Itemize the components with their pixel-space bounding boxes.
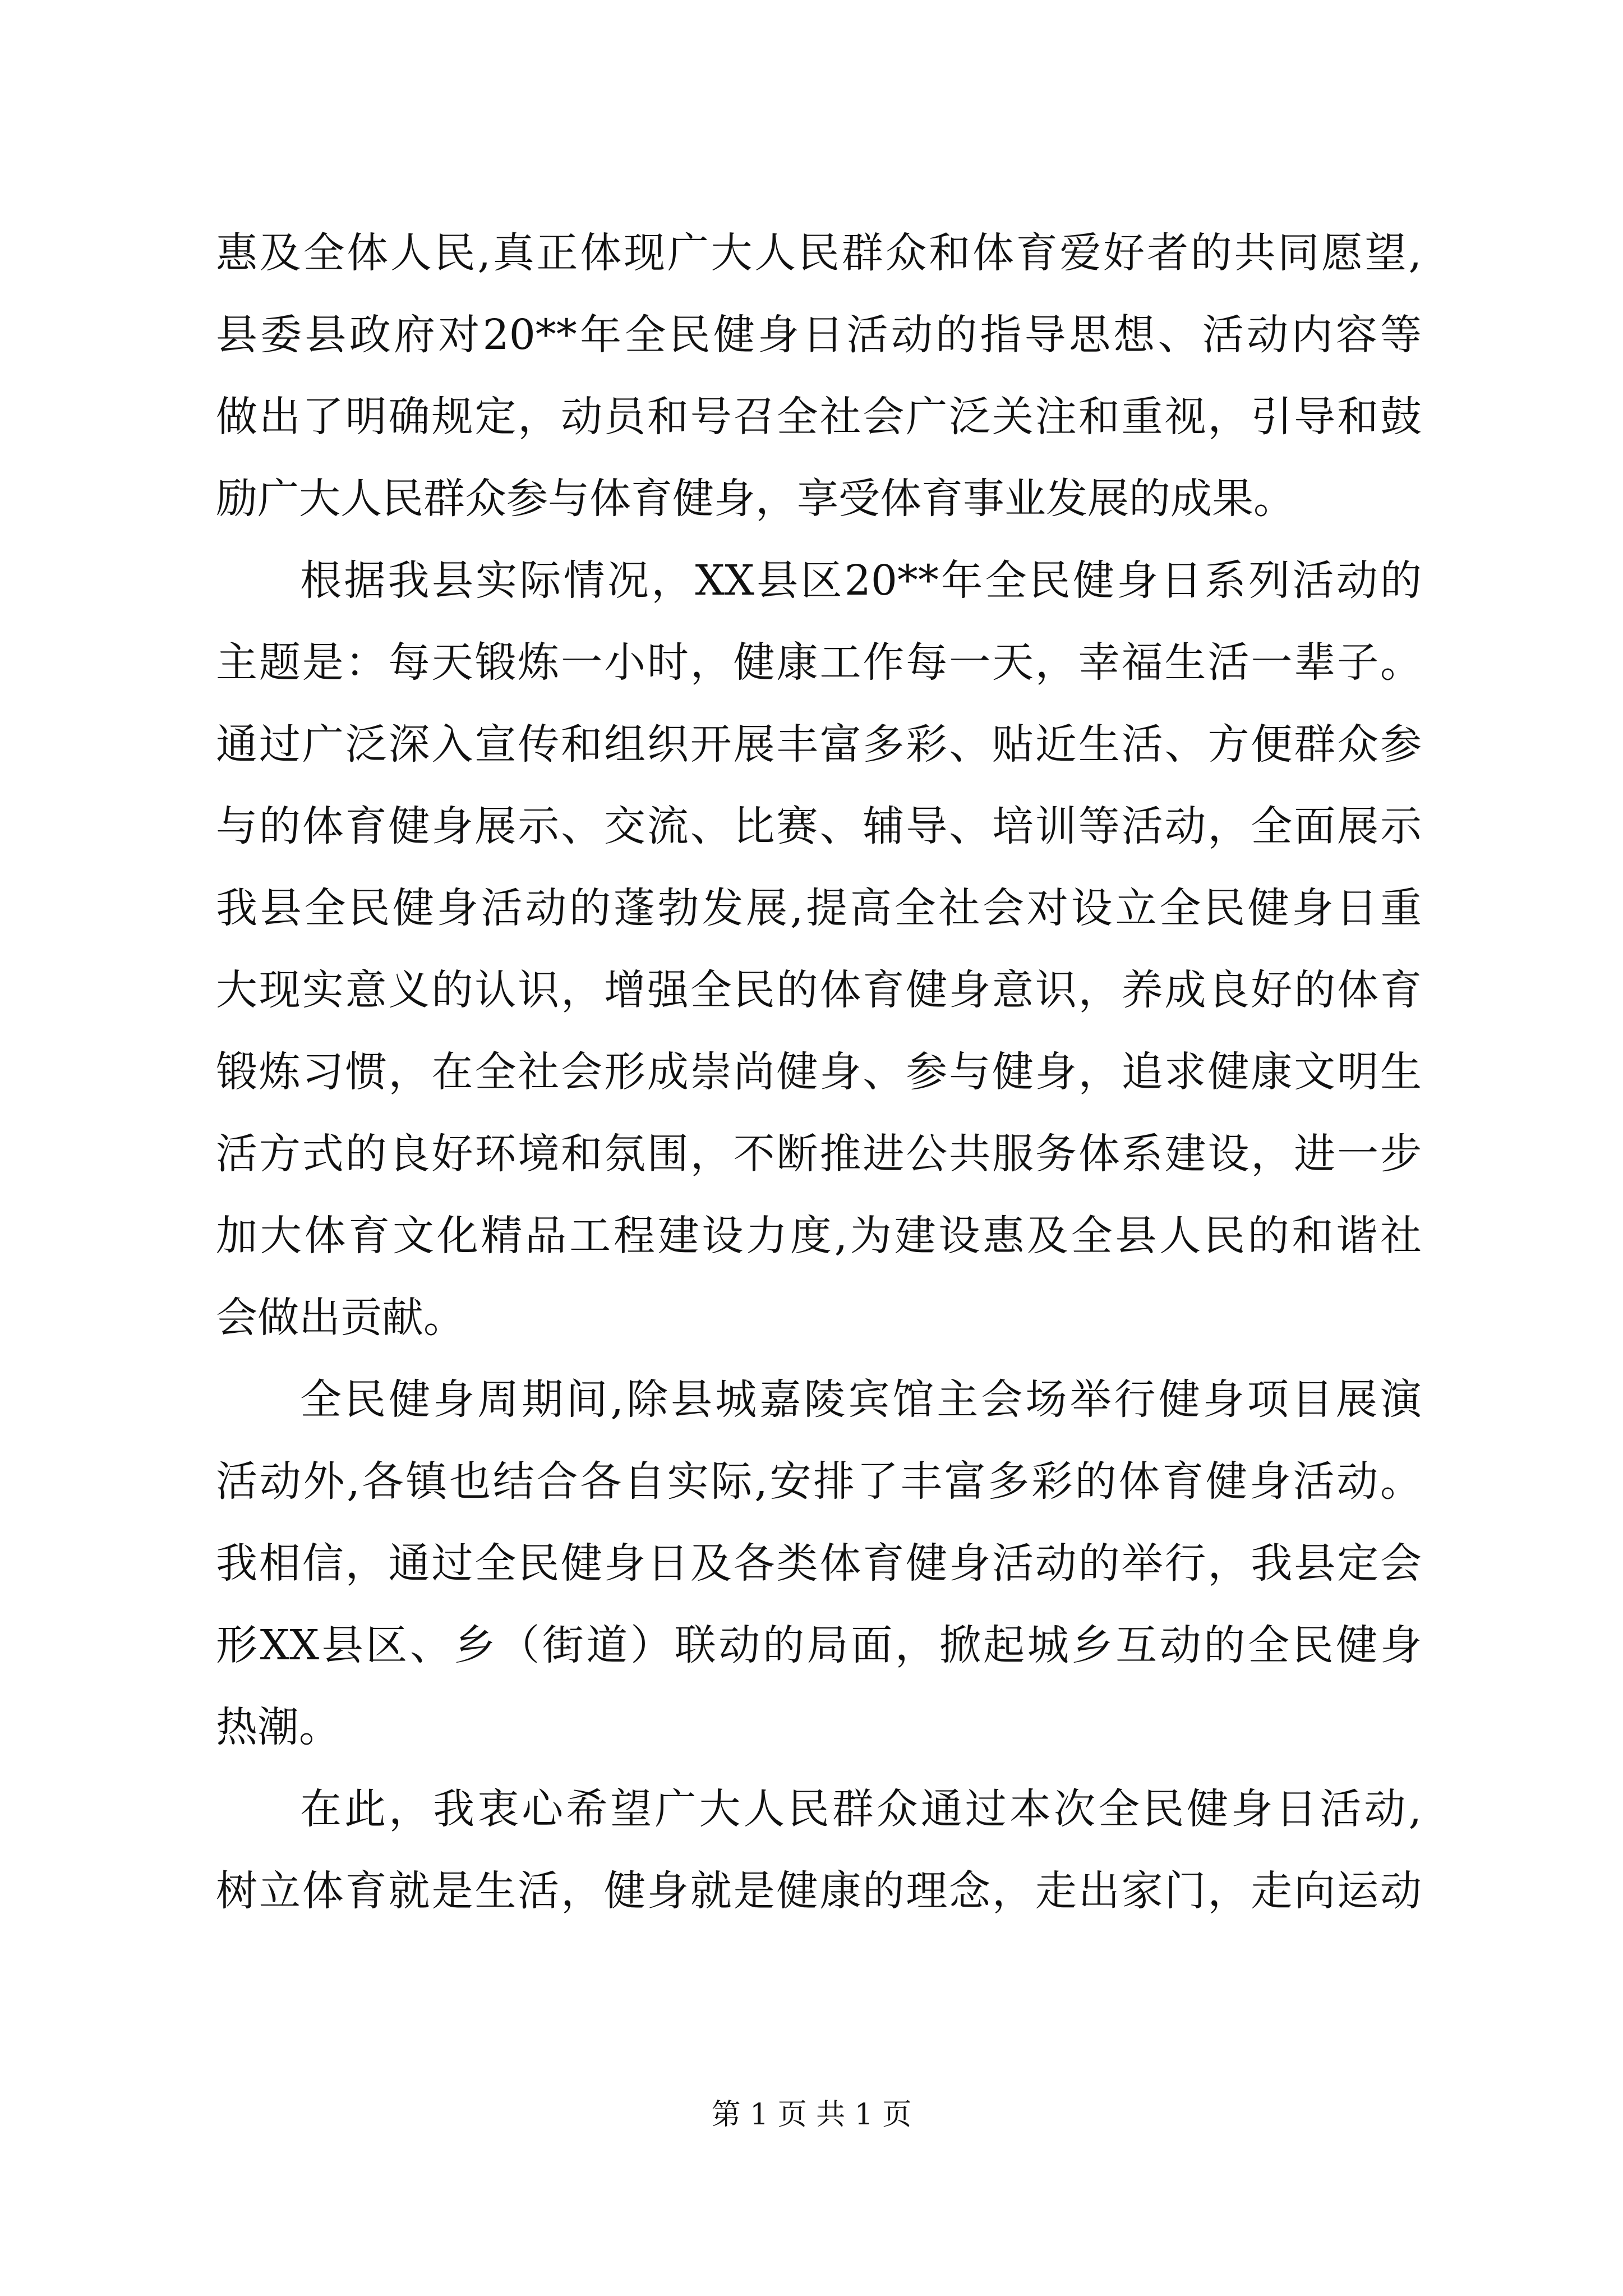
text-line: 锻炼习惯，在全社会形成崇尚健身、参与健身，追求健康文明生 xyxy=(216,1048,1422,1096)
page-footer: 第 1 页 共 1 页 xyxy=(711,2098,912,2132)
text-line: 活动外,各镇也结合各自实际,安排了丰富多彩的体育健身活动。 xyxy=(216,1457,1422,1506)
text-line: 县委县政府对20**年全民健身日活动的指导思想、活动内容等 xyxy=(216,311,1422,359)
text-line: 根据我县实际情况，XX县区20**年全民健身日系列活动的 xyxy=(300,556,1422,605)
text-line: 与的体育健身展示、交流、比赛、辅导、培训等活动，全面展示 xyxy=(216,802,1422,850)
text-line: 在此，我衷心希望广大人民群众通过本次全民健身日活动, xyxy=(300,1785,1422,1833)
text-line: 全民健身周期间,除县城嘉陵宾馆主会场举行健身项目展演 xyxy=(300,1375,1422,1424)
document-body xyxy=(216,212,1422,1932)
text-line: 加大体育文化精品工程建设力度,为建设惠及全县人民的和谐社 xyxy=(216,1212,1422,1260)
text-line: 做出了明确规定，动员和号召全社会广泛关注和重视，引导和鼓 xyxy=(216,393,1422,441)
text-line: 会做出贡献。 xyxy=(216,1294,465,1342)
text-line: 我县全民健身活动的蓬勃发展,提高全社会对设立全民健身日重 xyxy=(216,884,1422,932)
text-line: 树立体育就是生活，健身就是健康的理念，走出家门，走向运动 xyxy=(216,1867,1422,1915)
text-line: 通过广泛深入宣传和组织开展丰富多彩、贴近生活、方便群众参 xyxy=(216,720,1422,769)
text-line: 大现实意义的认识，增强全民的体育健身意识，养成良好的体育 xyxy=(216,966,1422,1014)
text-line: 热潮。 xyxy=(216,1703,340,1751)
text-line: 惠及全体人民,真正体现广大人民群众和体育爱好者的共同愿望, xyxy=(216,229,1422,277)
text-line: 我相信，通过全民健身日及各类体育健身活动的举行，我县定会 xyxy=(216,1539,1422,1588)
text-line: 主题是：每天锻炼一小时，健康工作每一天，幸福生活一辈子。 xyxy=(216,638,1422,687)
text-line: 励广大人民群众参与体育健身，享受体育事业发展的成果。 xyxy=(216,475,1295,523)
text-line: 活方式的良好环境和氛围，不断推进公共服务体系建设，进一步 xyxy=(216,1130,1422,1178)
text-line: 形XX县区、乡（街道）联动的局面，掀起城乡互动的全民健身 xyxy=(216,1621,1422,1669)
